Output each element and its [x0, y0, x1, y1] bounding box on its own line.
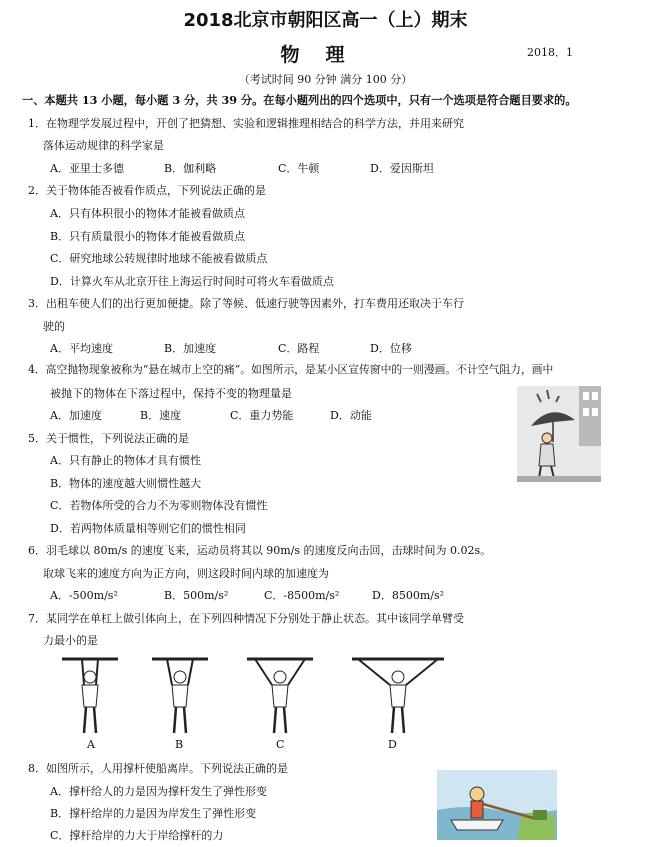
question-6-option-d: D．8500m/s² [372, 589, 445, 602]
question-7-label-a: A [87, 738, 95, 751]
pullup-figure-c [245, 655, 315, 735]
question-1-option-d: D．爱因斯坦 [370, 162, 434, 175]
question-5-option-c: C．若物体所受的合力不为零则物体没有惯性 [50, 499, 268, 512]
question-8-option-a: A．撑杆给人的力是因为撑杆发生了弹性形变 [50, 785, 267, 798]
exam-time-note: （考试时间 90 分钟 满分 100 分） [238, 73, 413, 86]
question-7-label-d: D [388, 738, 397, 751]
question-8-option-b: B．撑杆给岸的力是因为岸发生了弹性形变 [50, 807, 257, 820]
question-4-option-b: B．速度 [140, 409, 182, 422]
subject-title: 物理 [280, 44, 371, 66]
question-4-option-d: D．动能 [330, 409, 372, 422]
question-3-option-b: B．加速度 [164, 342, 217, 355]
question-2-line-1: 2．关于物体能否被看作质点，下列说法正确的是 [28, 184, 266, 197]
question-1-line-2: 落体运动规律的科学家是 [43, 139, 164, 152]
document-title: 2018北京市朝阳区高一（上）期末 [183, 10, 468, 31]
question-5-option-a: A．只有静止的物体才具有惯性 [50, 454, 201, 467]
question-1-option-c: C．牛顿 [278, 162, 320, 175]
pullup-figure-b [150, 655, 210, 735]
question-4-line-2: 被抛下的物体在下落过程中，保持不变的物理量是 [50, 387, 292, 400]
question-4-option-c: C．重力势能 [230, 409, 294, 422]
question-1-option-b: B．伽利略 [164, 162, 217, 175]
question-3-line-1: 3．出租车使人们的出行更加便捷。除了等候、低速行驶等因素外，打车费用还取决于车行 [28, 297, 464, 310]
question-3-option-a: A．平均速度 [50, 342, 113, 355]
question-8-option-c: C．撑杆给岸的力大于岸给撑杆的力 [50, 829, 224, 842]
question-3-option-d: D．位移 [370, 342, 412, 355]
question-2-option-c: C．研究地球公转规律时地球不能被看做质点 [50, 252, 268, 265]
question-1-option-a: A．亚里士多德 [50, 162, 124, 175]
question-7-label-c: C [276, 738, 285, 751]
pullup-figure-a [60, 655, 120, 735]
question-3-line-2: 驶的 [43, 320, 65, 333]
question-1-line-1: 1．在物理学发展过程中，开创了把猜想、实验和逻辑推理相结合的科学方法，并用来研究 [28, 117, 464, 130]
question-6-option-a: A．-500m/s² [50, 589, 118, 602]
question-6-option-c: C．-8500m/s² [264, 589, 340, 602]
question-4-option-a: A．加速度 [50, 409, 102, 422]
question-7-line-2: 力最小的是 [43, 634, 98, 647]
question-8-line-1: 8．如图所示，人用撑杆使船离岸。下列说法正确的是 [28, 762, 288, 775]
exam-date: 2018．1 [527, 46, 573, 59]
question-6-line-1: 6．羽毛球以 80m/s 的速度飞来，运动员将其以 90m/s 的速度反向击回，击球时间为 0.02s。 [28, 544, 492, 557]
pullup-figure-d [350, 655, 446, 735]
question-2-option-a: A．只有体积很小的物体才能被看做质点 [50, 207, 245, 220]
question-7-label-b: B [175, 738, 184, 751]
question-2-option-d: D．计算火车从北京开往上海运行时间时可将火车看做质点 [50, 275, 334, 288]
question-5-line-1: 5．关于惯性，下列说法正确的是 [28, 432, 189, 445]
question-2-option-b: B．只有质量很小的物体才能被看做质点 [50, 230, 246, 243]
question-7-line-1: 7．某同学在单杠上做引体向上，在下列四种情况下分别处于静止状态。其中该同学单臂受 [28, 612, 464, 625]
question-5-option-d: D．若两物体质量相等则它们的惯性相同 [50, 522, 246, 535]
question-3-option-c: C．路程 [278, 342, 320, 355]
section-heading: 一、本题共 13 小题，每小题 3 分，共 39 分。在每小题列出的四个选项中，只有一个选项是符合题目要求的。 [22, 93, 577, 107]
question-6-line-2: 取球飞来的速度方向为正方向，则这段时间内球的加速度为 [43, 567, 329, 580]
question-5-option-b: B．物体的速度越大则惯性越大 [50, 477, 202, 490]
boat-pole-illustration [437, 770, 557, 840]
question-6-option-b: B．500m/s² [164, 589, 229, 602]
falling-object-cartoon [517, 386, 601, 482]
question-4-line-1: 4．高空抛物现象被称为“悬在城市上空的痛”。如图所示，是某小区宣传窗中的一则漫画。不计空气阻力，画中 [28, 363, 554, 376]
